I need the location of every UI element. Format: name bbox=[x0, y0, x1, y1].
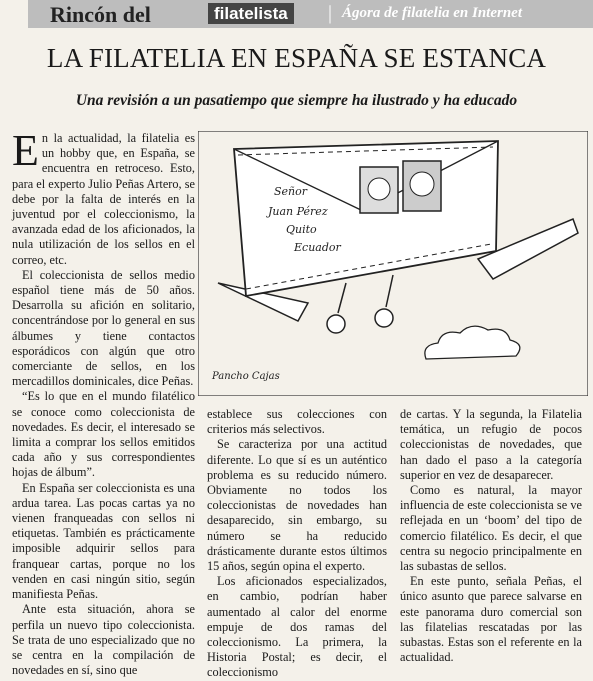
paragraph: Ante esta situación, ahora se perfila un nuevo tipo coleccionista. Se trata de uno especializado que no se centra en la compilación de novedades en sí, sino que bbox=[12, 602, 195, 678]
paragraph: Los aficionados especializados, en cambio, podrían haber aumentado al calor del enorme empuje de dos ramas del coleccionismo. La primera, la Historia Postal; es decir, el coleccionismo bbox=[207, 574, 387, 680]
cloud bbox=[425, 326, 520, 359]
section-tag: filatelista bbox=[208, 3, 294, 24]
paragraph: establece sus colecciones con criterios más selectivos. bbox=[207, 407, 387, 437]
paragraph: “Es lo que en el mundo filatélico se conoce como coleccionista de novedades. Es decir, el interesado se limita a comprar los sellos emitidos cada año y sus correspondientes hojas de álbum”. bbox=[12, 389, 195, 480]
address-line: Ecuador bbox=[294, 241, 341, 254]
paragraph: En España ser coleccionista es una ardua tarea. Las pocas cartas ya no vienen franqueadas con sellos ni etiquetas. También es prácticamente imposible adquirir sellos para franquear cartas, porque no los venden en casi ningún sitio, según manifiesta Peñas. bbox=[12, 480, 195, 602]
paragraph: En este punto, señala Peñas, el único asunto que parece salvarse en este panorama duro comercial son las filatelias rescatadas por las subastas. Estas son el referente en la actualidad. bbox=[400, 574, 582, 665]
paragraph: Se caracteriza por una actitud diferente. Lo que sí es un auténtico problema es su reducido número. Obviamente no todos los coleccionistas de novedades han desaparecido, sin embargo, su número se ha reducido drásticamente durante estos últimos 15 años, según opina el experto. bbox=[207, 437, 387, 574]
address-line: Señor bbox=[274, 185, 308, 198]
paragraph: Como es natural, la mayor influencia de este coleccionista se ve reflejada en un ‘boom’ del tipo de comercio filatélico. Es decir, el que centra su negocio principalmente en las subastas de sellos. bbox=[400, 483, 582, 574]
article-column-3 bbox=[400, 407, 582, 665]
header-subtitle: Ágora de filatelia en Internet bbox=[342, 5, 522, 21]
section-header bbox=[28, 0, 593, 28]
cartoon-illustration bbox=[198, 131, 588, 396]
paragraph: El coleccionista de sellos medio español tiene más de 50 años. Desarrolla su afición en solitario, concentrándose por lo general en sus álbumes y tiene contactos esporádicos con algún que otro comerciante de sellos, en los mercadillos dominicales, dice Peñas. bbox=[12, 267, 195, 389]
paragraph bbox=[12, 126, 195, 268]
header-separator: | bbox=[328, 2, 333, 24]
headline: LA FILATELIA EN ESPAÑA SE ESTANCA bbox=[46, 43, 547, 73]
deck: Una revisión a un pasatiempo que siempre ha ilustrado y ha educado bbox=[75, 92, 518, 109]
paragraph-text: n la actualidad, la filatelia es un hobby que, en España, se encuentra en retroceso. Esto, para el experto Julio Peñas Artero, se debe por la falta de interés en la juventud por el coleccionismo, la avanzada edad de los aficionados, la nula utilización de los sellos en el correo, etc. bbox=[12, 131, 195, 267]
cartoonist-signature: Pancho Cajas bbox=[212, 371, 280, 382]
address-line: Juan Pérez bbox=[268, 205, 328, 218]
envelope bbox=[234, 141, 498, 296]
section-name: Rincón del bbox=[50, 2, 151, 27]
drop-cap: E bbox=[12, 126, 39, 175]
article-column-1 bbox=[12, 126, 195, 678]
address-line: Quito bbox=[286, 223, 317, 236]
paragraph: de cartas. Y la segunda, la Filatelia temática, un refugio de pocos coleccionistas de novedades, que han dado el paso a la categoría superior en vez de desaparecer. bbox=[400, 407, 582, 482]
article-column-2 bbox=[207, 407, 387, 681]
landing-wheel bbox=[375, 309, 393, 327]
landing-wheel bbox=[327, 315, 345, 333]
